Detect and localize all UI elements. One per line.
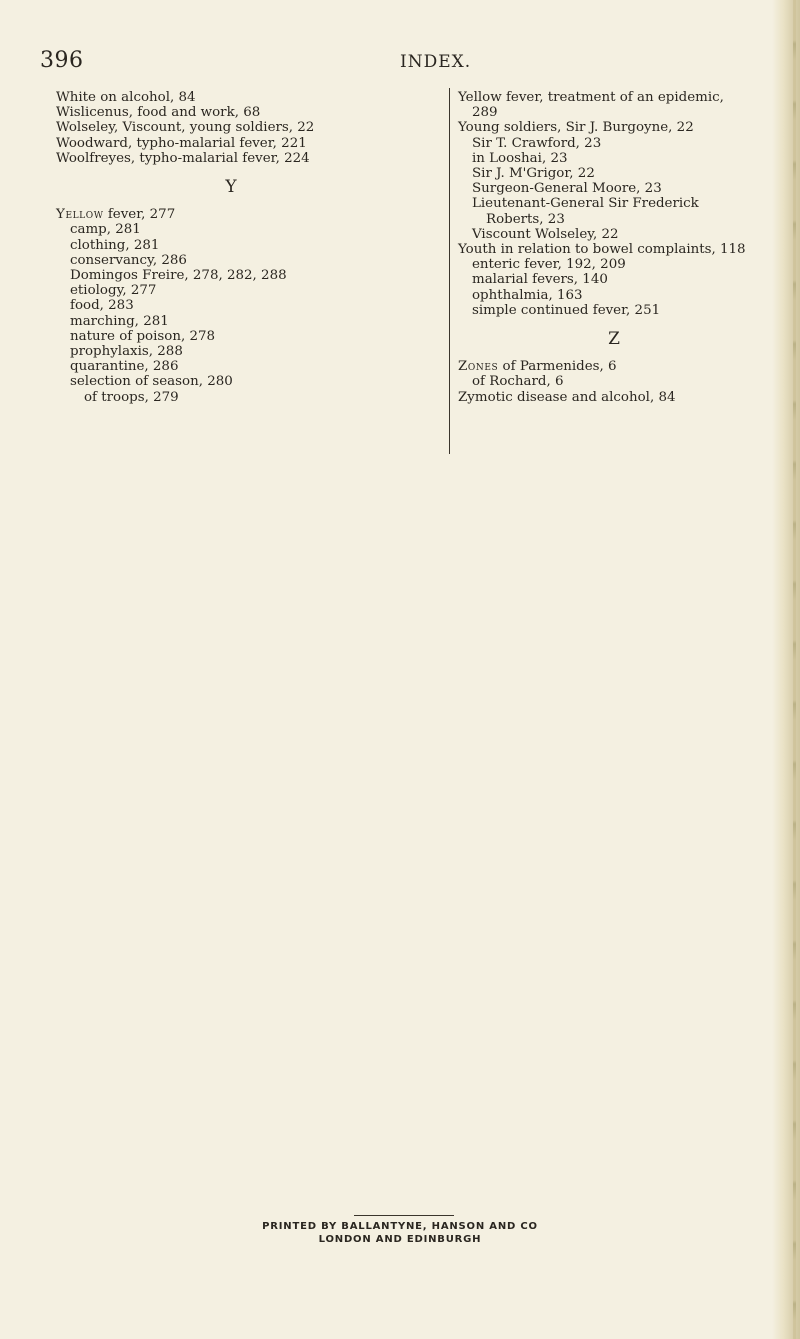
index-subentry: ophthalmia, 163 bbox=[472, 287, 583, 303]
printer-imprint-line-1: PRINTED BY BALLANTYNE, HANSON AND CO bbox=[262, 1221, 538, 1232]
section-letter-y: Y bbox=[225, 177, 237, 198]
index-subentry: enteric fever, 192, 209 bbox=[472, 257, 626, 273]
z-entries bbox=[458, 359, 768, 405]
index-head-word: Yellow bbox=[56, 207, 104, 223]
index-entry: Wislicenus, food and work, 68 bbox=[56, 105, 261, 121]
imprint-rule bbox=[354, 1215, 454, 1216]
index-subentry: conservancy, 286 bbox=[70, 252, 187, 268]
index-head-entry bbox=[56, 207, 436, 222]
printer-imprint-line-2: LONDON AND EDINBURGH bbox=[318, 1234, 482, 1245]
index-subentry: simple continued fever, 251 bbox=[472, 302, 661, 318]
index-subentry: in Looshai, 23 bbox=[472, 150, 568, 166]
index-subentry: etiology, 277 bbox=[70, 283, 157, 299]
index-subentry: Surgeon-General Moore, 23 bbox=[472, 181, 662, 197]
index-entry: Woodward, typho-malarial fever, 221 bbox=[56, 135, 307, 151]
index-entry: Young soldiers, Sir J. Burgoyne, 22 bbox=[458, 120, 694, 136]
index-head-rest: of Parmenides, 6 bbox=[498, 359, 617, 375]
index-subentry: clothing, 281 bbox=[70, 237, 160, 253]
index-subentry: Roberts, 23 bbox=[486, 211, 565, 227]
column-divider bbox=[449, 88, 450, 454]
index-entry: White on alcohol, 84 bbox=[56, 90, 196, 105]
index-subentry: quarantine, 286 bbox=[70, 359, 179, 375]
index-subentry: Sir J. M'Grigor, 22 bbox=[472, 166, 595, 182]
index-subentry: nature of poison, 278 bbox=[70, 328, 216, 344]
index-head-rest: fever, 277 bbox=[103, 207, 176, 223]
index-subentry: Lieutenant-General Sir Frederick bbox=[472, 196, 699, 212]
page-header bbox=[0, 48, 800, 78]
y-entries bbox=[56, 207, 436, 405]
section-letter-z: Z bbox=[608, 329, 620, 350]
index-entry: Woolfreyes, typho-malarial fever, 224 bbox=[56, 150, 310, 166]
index-subentry: Sir T. Crawford, 23 bbox=[472, 135, 602, 151]
page-edge-shadow bbox=[772, 0, 800, 1339]
index-subentry: of Rochard, 6 bbox=[472, 374, 564, 390]
index-head-word: Zones bbox=[458, 359, 499, 375]
index-subentry: prophylaxis, 288 bbox=[70, 344, 183, 360]
running-head: INDEX. bbox=[400, 52, 472, 72]
index-subentry: of troops, 279 bbox=[84, 389, 179, 405]
index-subentry: camp, 281 bbox=[70, 222, 141, 238]
y-entries-continued bbox=[458, 90, 768, 318]
index-subentry: marching, 281 bbox=[70, 313, 169, 329]
index-subentry: 289 bbox=[472, 105, 498, 121]
index-entry: Youth in relation to bowel complaints, 118 bbox=[458, 242, 746, 258]
w-entries bbox=[56, 90, 436, 166]
index-column-left bbox=[56, 90, 436, 405]
index-head-entry bbox=[458, 359, 768, 374]
index-subentry: selection of season, 280 bbox=[70, 374, 233, 390]
index-subentry: Domingos Freire, 278, 282, 288 bbox=[70, 268, 287, 284]
page-number: 396 bbox=[40, 48, 84, 73]
index-entry: Zymotic disease and alcohol, 84 bbox=[458, 389, 676, 405]
index-entry: Yellow fever, treatment of an epidemic, bbox=[458, 90, 724, 105]
index-subentry: Viscount Wolseley, 22 bbox=[472, 226, 619, 242]
index-column-right bbox=[458, 90, 768, 405]
index-subentry: food, 283 bbox=[70, 298, 134, 314]
index-entry: Wolseley, Viscount, young soldiers, 22 bbox=[56, 120, 315, 136]
index-subentry: malarial fevers, 140 bbox=[472, 272, 608, 288]
